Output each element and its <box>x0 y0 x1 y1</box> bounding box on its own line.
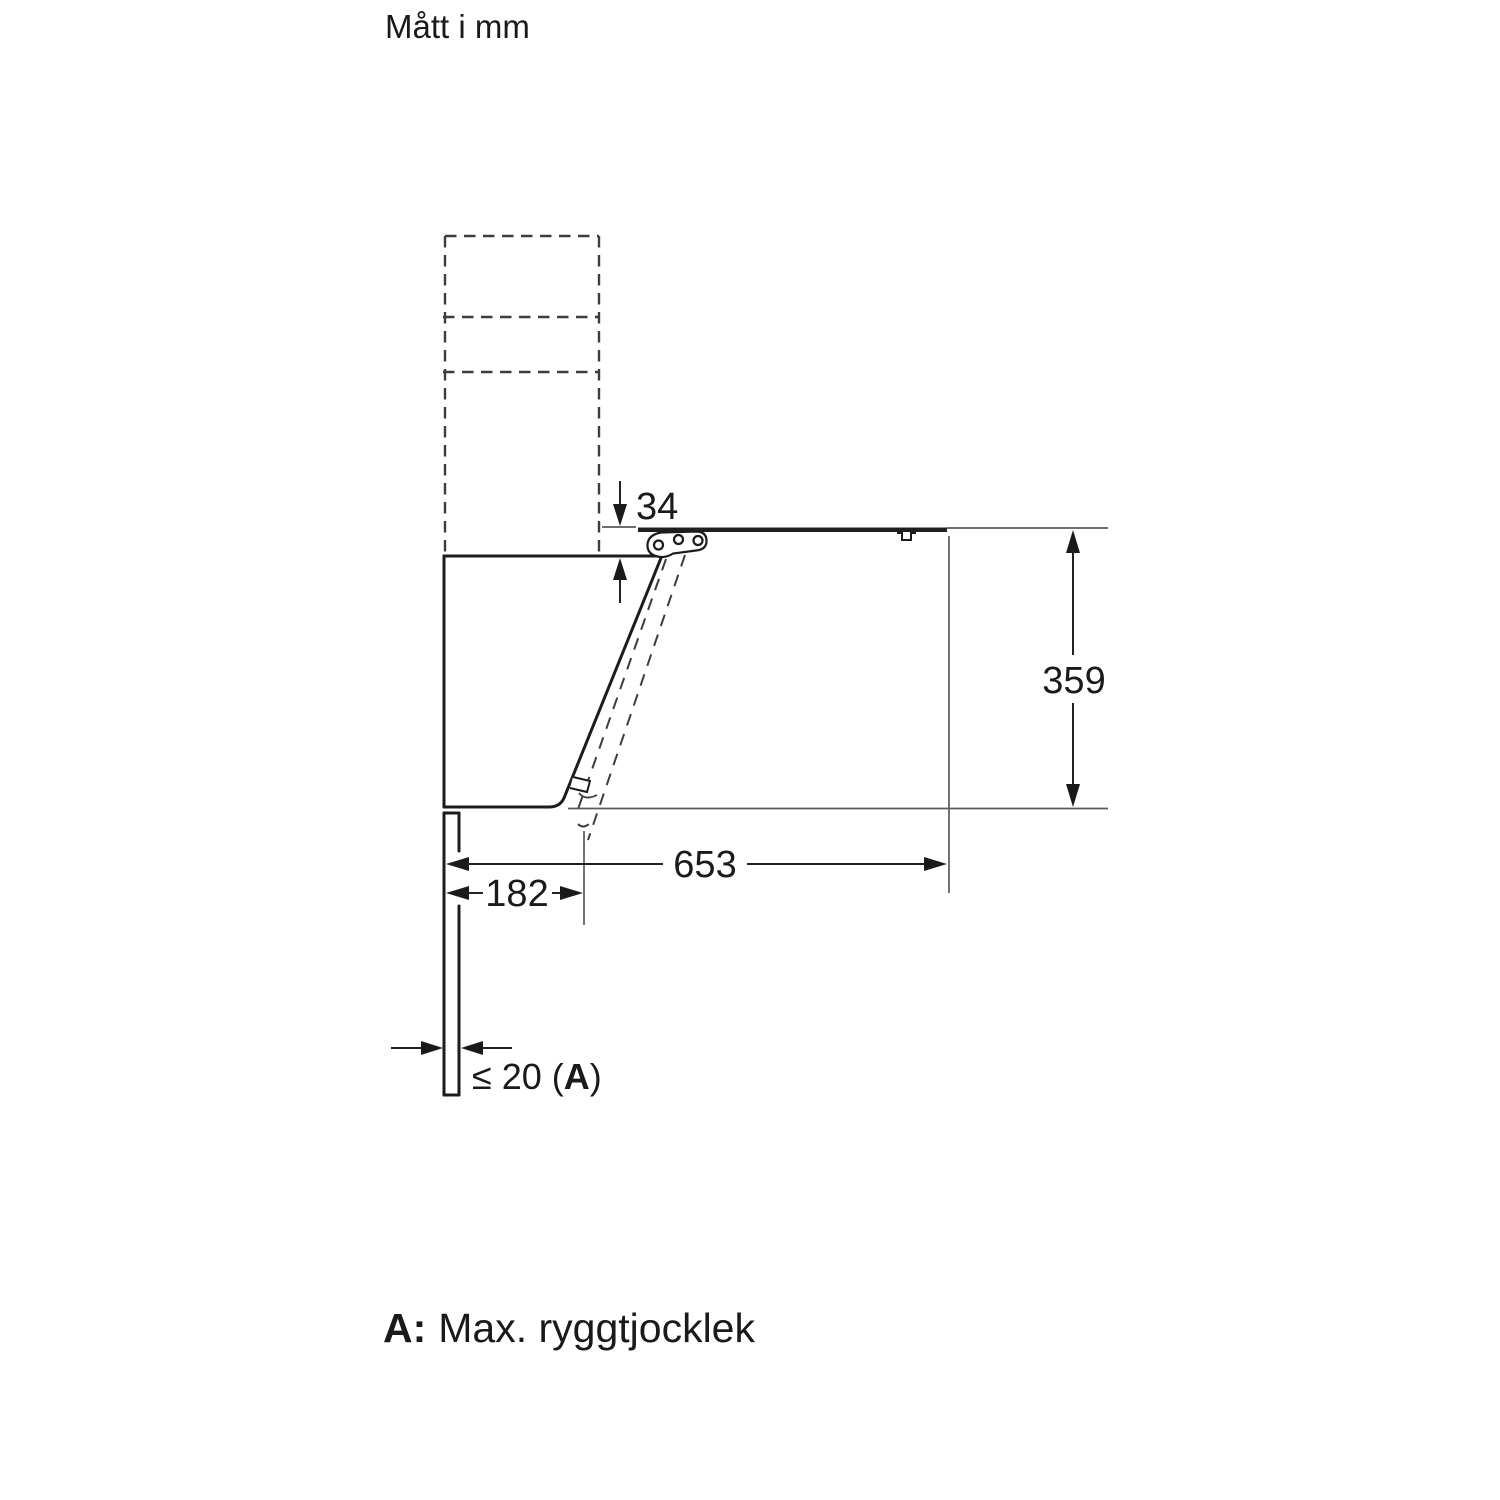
dimension-182 <box>446 873 583 915</box>
dim-182-arrow-left-icon <box>446 886 469 900</box>
footnote-key: A: <box>383 1305 427 1351</box>
dim-34-arrow-down-icon <box>613 504 627 526</box>
dimension-359 <box>1042 530 1105 807</box>
dim-653-arrow-right-icon <box>924 857 947 871</box>
dim-20-label <box>472 1056 602 1097</box>
front-clip-body <box>570 777 590 792</box>
footnote-text: Max. ryggtjocklek <box>438 1305 755 1351</box>
hood-bottom-and-front-edge <box>444 558 661 807</box>
dim-20-label-letter: A <box>563 1056 590 1097</box>
dim-34-label: 34 <box>636 486 679 528</box>
hinge-hole-1 <box>654 541 663 550</box>
glass-mounting-bracket <box>897 533 916 540</box>
hinge-hole-3 <box>694 536 703 545</box>
hood-body <box>444 556 661 807</box>
dim-20-arrow-left-icon <box>461 1041 483 1055</box>
dim-653-arrow-left-icon <box>446 857 469 871</box>
dim-359-label: 359 <box>1042 660 1106 702</box>
dim-182-arrow-right-icon <box>560 886 583 900</box>
glass-closed-bottom-tip <box>578 824 589 827</box>
dim-653-label: 653 <box>673 844 737 886</box>
dim-34-arrow-up-icon <box>613 558 627 580</box>
hinge <box>647 532 706 558</box>
front-clip-detail <box>570 777 597 798</box>
dim-20-arrow-right-icon <box>421 1041 443 1055</box>
back-panel-strip <box>444 813 459 1095</box>
dim-20-label-prefix: ≤ 20 ( <box>472 1056 564 1097</box>
glass-closed-outer-line <box>588 555 685 840</box>
footnote <box>383 1305 755 1351</box>
dim-359-arrow-up-icon <box>1066 530 1080 553</box>
dim-20-label-suffix: ) <box>589 1056 602 1097</box>
glass-closed-inner-line <box>577 559 666 812</box>
dim-182-label: 182 <box>485 873 549 915</box>
page-title: Mått i mm <box>385 8 530 45</box>
hinge-hole-2 <box>674 535 683 544</box>
dimension-back-thickness <box>391 1041 602 1097</box>
dim-359-arrow-down-icon <box>1066 784 1080 807</box>
chimney-dashed-outline <box>443 236 600 556</box>
